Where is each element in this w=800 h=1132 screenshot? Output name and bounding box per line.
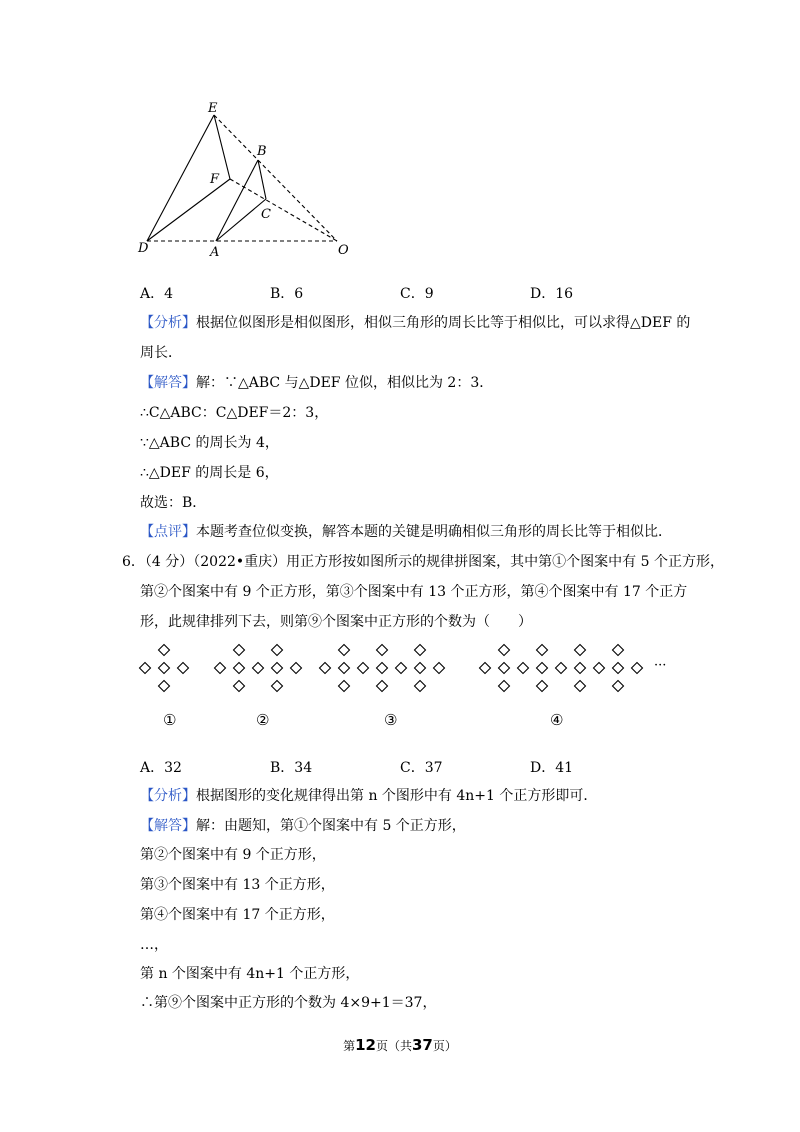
page-number: 12 bbox=[355, 1036, 376, 1054]
pattern-square bbox=[518, 663, 529, 674]
pattern-square bbox=[575, 681, 586, 692]
pattern-square bbox=[499, 663, 510, 674]
figure-label-4: ④ bbox=[550, 711, 564, 729]
q5-analysis-cont: 周长． bbox=[140, 345, 182, 361]
analysis-tag: 【分析】 bbox=[140, 788, 196, 804]
q6-analysis bbox=[140, 786, 597, 806]
pattern-square bbox=[272, 663, 283, 674]
comment-text: 本题考查位似变换，解答本题的关键是明确相似三角形的周长比等于相似比． bbox=[196, 524, 672, 540]
pattern-square bbox=[234, 663, 245, 674]
q6-answer-line4: 第④个图案中有 17 个正方形， bbox=[140, 907, 335, 923]
pattern-square bbox=[159, 663, 170, 674]
pattern-square bbox=[613, 681, 624, 692]
pattern-square bbox=[377, 663, 388, 674]
footer-mid: 页（共 bbox=[375, 1039, 412, 1053]
label-D: D bbox=[138, 241, 149, 256]
label-C: C bbox=[261, 207, 271, 222]
figure-label-2: ② bbox=[256, 711, 270, 729]
answer-tag: 【解答】 bbox=[140, 375, 196, 391]
pattern-square bbox=[178, 663, 189, 674]
pattern-square bbox=[575, 663, 586, 674]
page-total: 37 bbox=[412, 1036, 433, 1054]
pattern-square bbox=[415, 681, 426, 692]
label-F: F bbox=[210, 172, 220, 187]
pattern-square bbox=[159, 681, 170, 692]
q5-options bbox=[140, 283, 660, 303]
q6-answer-line3: 第③个图案中有 13 个正方形， bbox=[140, 877, 335, 893]
pattern-square bbox=[272, 645, 283, 656]
pattern-square bbox=[499, 645, 510, 656]
answer-tag: 【解答】 bbox=[140, 818, 196, 834]
q5-analysis bbox=[140, 313, 690, 333]
pattern-square bbox=[415, 663, 426, 674]
q5-answer bbox=[140, 373, 493, 393]
pattern-square bbox=[537, 645, 548, 656]
pattern-square bbox=[434, 663, 445, 674]
pattern-square bbox=[594, 663, 605, 674]
q5-answer-line4: ∴△DEF 的周长是 6， bbox=[140, 465, 279, 481]
q6-option-b: B．34 bbox=[270, 760, 313, 776]
footer-post: 页） bbox=[432, 1039, 457, 1053]
pattern-square bbox=[215, 663, 226, 674]
pattern-square bbox=[575, 645, 586, 656]
pattern-square bbox=[320, 663, 331, 674]
pattern-square bbox=[234, 681, 245, 692]
pattern-square bbox=[272, 681, 283, 692]
q6-stem-line1 bbox=[122, 552, 724, 572]
q5-option-d: D．16 bbox=[530, 286, 574, 302]
q6-stem-line2: 第②个图案中有 9 个正方形，第③个图案中有 13 个正方形，第④个图案中有 17 个正方 bbox=[140, 584, 688, 600]
label-O: O bbox=[338, 243, 349, 258]
figure-label-3: ③ bbox=[384, 711, 398, 729]
pattern-square bbox=[415, 645, 426, 656]
analysis-tag: 【分析】 bbox=[140, 315, 196, 331]
pattern-square bbox=[339, 663, 350, 674]
page-footer bbox=[0, 1036, 800, 1054]
q6-stem-text: （4 分）（2022•重庆）用正方形按如图所示的规律拼图案，其中第①个图案中有 5 个正方形， bbox=[144, 554, 724, 570]
pattern-square bbox=[339, 645, 350, 656]
q5-answer-line2: ∴C△ABC：C△DEF＝2：3， bbox=[140, 405, 329, 421]
figure-label-1: ① bbox=[163, 711, 177, 729]
footer-pre: 第 bbox=[343, 1039, 356, 1053]
analysis-text: 根据位似图形是相似图形，相似三角形的周长比等于相似比，可以求得△DEF 的 bbox=[196, 315, 691, 331]
pattern-square bbox=[159, 645, 170, 656]
pattern-square bbox=[234, 645, 245, 656]
label-E: E bbox=[208, 101, 218, 116]
q6-answer-line6: 第 n 个图案中有 4n+1 个正方形， bbox=[140, 966, 360, 982]
pattern-square bbox=[291, 663, 302, 674]
pattern-square bbox=[140, 663, 151, 674]
q6-answer bbox=[140, 816, 466, 836]
q5-option-b: B．6 bbox=[270, 286, 304, 302]
pattern-square bbox=[377, 681, 388, 692]
pattern-square bbox=[358, 663, 369, 674]
pattern-square bbox=[480, 663, 491, 674]
pattern-square bbox=[613, 663, 624, 674]
pattern-square bbox=[537, 681, 548, 692]
pattern-square bbox=[499, 681, 510, 692]
answer-text: 解：由题知，第①个图案中有 5 个正方形， bbox=[196, 818, 466, 834]
pattern-square bbox=[396, 663, 407, 674]
answer-text: 解：∵△ABC 与△DEF 位似，相似比为 2：3． bbox=[196, 375, 494, 391]
comment-tag: 【点评】 bbox=[140, 524, 196, 540]
square-pattern-figure bbox=[135, 638, 695, 698]
pattern-square bbox=[632, 663, 643, 674]
q5-answer-line5: 故选：B． bbox=[140, 495, 207, 511]
q6-option-a: A．32 bbox=[140, 760, 182, 776]
q5-option-a: A．4 bbox=[140, 286, 174, 302]
label-A: A bbox=[210, 245, 220, 260]
q6-answer-line2: 第②个图案中有 9 个正方形， bbox=[140, 847, 326, 863]
pattern-square bbox=[253, 663, 264, 674]
q6-stem-line3: 形，此规律排列下去，则第⑨个图案中正方形的个数为（ ） bbox=[140, 614, 532, 630]
pattern-square bbox=[556, 663, 567, 674]
q6-options bbox=[140, 757, 660, 777]
analysis-text: 根据图形的变化规律得出第 n 个图形中有 4n+1 个正方形即可． bbox=[196, 788, 598, 804]
pattern-square bbox=[339, 681, 350, 692]
q6-answer-line7: ∴第⑨个图案中正方形的个数为 4×9+1＝37， bbox=[140, 995, 437, 1011]
pattern-square bbox=[537, 663, 548, 674]
q6-answer-line5: …， bbox=[140, 937, 168, 953]
q5-answer-line3: ∵△ABC 的周长为 4， bbox=[140, 435, 279, 451]
q6-option-c: C．37 bbox=[400, 760, 443, 776]
label-B: B bbox=[257, 144, 267, 159]
question-number: 6． bbox=[122, 554, 145, 570]
q5-comment bbox=[140, 522, 672, 542]
pattern-square bbox=[613, 645, 624, 656]
similar-triangles-figure bbox=[130, 95, 360, 265]
q5-option-c: C．9 bbox=[400, 286, 434, 302]
pattern-ellipsis: ··· bbox=[654, 658, 667, 673]
q6-option-d: D．41 bbox=[530, 760, 574, 776]
pattern-square bbox=[377, 645, 388, 656]
